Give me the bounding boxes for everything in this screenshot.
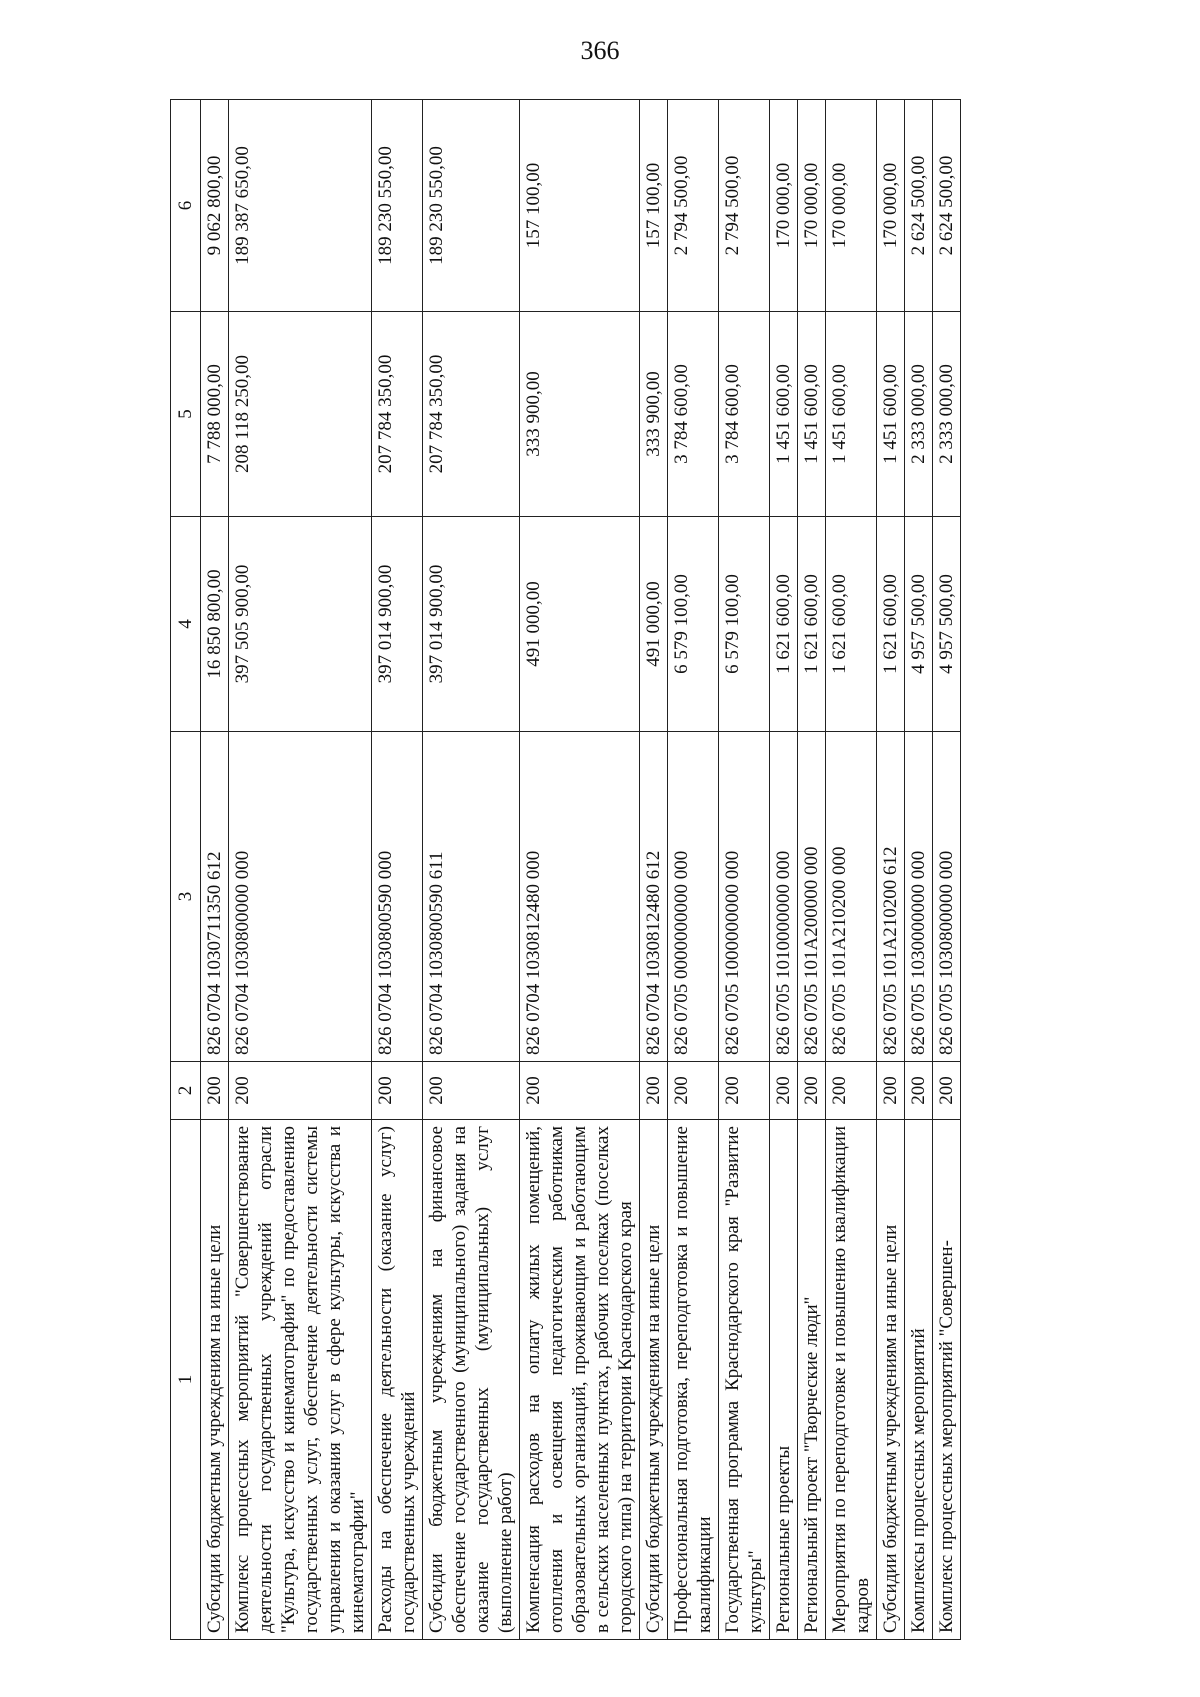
amount-col5-cell: 3 784 600,00: [719, 312, 770, 517]
budget-code-cell: 826 0705 1030000000 000: [905, 732, 933, 1062]
amount-col5-cell: 333 900,00: [640, 312, 668, 517]
description-cell: Субсидии бюджетным учреждениям на иные цели: [877, 1120, 905, 1640]
header-cell: 1: [171, 1120, 201, 1640]
amount-col5-cell: 1 451 600,00: [770, 312, 798, 517]
amount-col5-cell: 2 333 000,00: [933, 312, 961, 517]
table-row: [770, 100, 798, 1640]
table-row: [933, 100, 961, 1640]
budget-code-cell: 826 0704 1030812480 612: [640, 732, 668, 1062]
table-row: [520, 100, 640, 1640]
budget-code-cell: 826 0704 1030800000 000: [229, 732, 372, 1062]
amount-col5-cell: 207 784 350,00: [372, 312, 423, 517]
amount-col5-cell: 1 451 600,00: [798, 312, 826, 517]
column-2-cell: 200: [423, 1062, 520, 1120]
amount-col6-cell: 170 000,00: [770, 100, 798, 312]
amount-col4-cell: 4 957 500,00: [933, 517, 961, 732]
amount-col6-cell: 157 100,00: [520, 100, 640, 312]
table-row: [423, 100, 520, 1640]
budget-table: [170, 99, 961, 1640]
table-row: [719, 100, 770, 1640]
amount-col4-cell: 397 505 900,00: [229, 517, 372, 732]
amount-col6-cell: 2 624 500,00: [905, 100, 933, 312]
description-cell: Компенсация расходов на оплату жилых помещений, отопления и освещения педагогическим работникам образовательных организаций, проживающим и работающим в сельских населенных пунктах, рабочих поселках (поселках городского типа) на территории Краснодарского края: [520, 1120, 640, 1640]
table-row: [372, 100, 423, 1640]
budget-code-cell: 826 0705 101A210200 612: [877, 732, 905, 1062]
budget-code-cell: 826 0705 1000000000 000: [719, 732, 770, 1062]
description-cell: Субсидии бюджетным учреждениям на финансовое обеспечение государственного (муниципального) задания на оказание государственных (муниципальных) услуг (выполнение работ): [423, 1120, 520, 1640]
column-2-cell: 200: [520, 1062, 640, 1120]
column-2-cell: 200: [640, 1062, 668, 1120]
description-cell: Комплекс процессных мероприятий "Совершен-: [933, 1120, 961, 1640]
amount-col5-cell: 1 451 600,00: [877, 312, 905, 517]
amount-col4-cell: 1 621 600,00: [770, 517, 798, 732]
amount-col4-cell: 4 957 500,00: [905, 517, 933, 732]
amount-col6-cell: 189 230 550,00: [372, 100, 423, 312]
table-row: [201, 100, 229, 1640]
budget-code-cell: 826 0705 1010000000 000: [770, 732, 798, 1062]
column-2-cell: 200: [229, 1062, 372, 1120]
description-cell: Расходы на обеспечение деятельности (оказание услуг) государственных учреждений: [372, 1120, 423, 1640]
description-cell: Комплекс процессных мероприятий "Совершенствование деятельности государственных учреждений отрасли "Культура, искусство и кинематография" по предоставлению государственных услуг, обеспечение деятельности системы управления и оказания услуг в сфере культуры, искусства и кинематографии": [229, 1120, 372, 1640]
amount-col4-cell: 491 000,00: [520, 517, 640, 732]
amount-col5-cell: 7 788 000,00: [201, 312, 229, 517]
budget-code-cell: 826 0705 0000000000 000: [668, 732, 719, 1062]
budget-code-cell: 826 0705 1030800000 000: [933, 732, 961, 1062]
column-2-cell: 200: [826, 1062, 877, 1120]
amount-col5-cell: 1 451 600,00: [826, 312, 877, 517]
amount-col4-cell: 397 014 900,00: [372, 517, 423, 732]
amount-col6-cell: 2 794 500,00: [719, 100, 770, 312]
amount-col5-cell: 207 784 350,00: [423, 312, 520, 517]
table-row: [668, 100, 719, 1640]
description-cell: Субсидии бюджетным учреждениям на иные цели: [640, 1120, 668, 1640]
amount-col5-cell: 3 784 600,00: [668, 312, 719, 517]
description-cell: Региональный проект "Творческие люди": [798, 1120, 826, 1640]
table-row: [877, 100, 905, 1640]
budget-code-cell: 826 0704 1030812480 000: [520, 732, 640, 1062]
table-row: [905, 100, 933, 1640]
amount-col5-cell: 333 900,00: [520, 312, 640, 517]
amount-col4-cell: 1 621 600,00: [798, 517, 826, 732]
amount-col4-cell: 491 000,00: [640, 517, 668, 732]
amount-col5-cell: 2 333 000,00: [905, 312, 933, 517]
amount-col6-cell: 2 624 500,00: [933, 100, 961, 312]
budget-code-cell: 826 0704 1030800590 000: [372, 732, 423, 1062]
column-2-cell: 200: [668, 1062, 719, 1120]
amount-col6-cell: 189 230 550,00: [423, 100, 520, 312]
header-row: [171, 100, 201, 1640]
budget-code-cell: 826 0705 101A210200 000: [826, 732, 877, 1062]
amount-col4-cell: 6 579 100,00: [719, 517, 770, 732]
header-cell: 4: [171, 517, 201, 732]
budget-code-cell: 826 0704 1030711350 612: [201, 732, 229, 1062]
description-cell: Комплексы процессных мероприятий: [905, 1120, 933, 1640]
amount-col4-cell: 6 579 100,00: [668, 517, 719, 732]
budget-code-cell: 826 0704 1030800590 611: [423, 732, 520, 1062]
description-cell: Региональные проекты: [770, 1120, 798, 1640]
amount-col4-cell: 1 621 600,00: [877, 517, 905, 732]
header-cell: 2: [171, 1062, 201, 1120]
column-2-cell: 200: [933, 1062, 961, 1120]
amount-col6-cell: 170 000,00: [877, 100, 905, 312]
description-cell: Государственная программа Краснодарского края "Развитие культуры": [719, 1120, 770, 1640]
table-row: [229, 100, 372, 1640]
table-row: [640, 100, 668, 1640]
header-cell: 6: [171, 100, 201, 312]
amount-col4-cell: 397 014 900,00: [423, 517, 520, 732]
table-body: [201, 100, 961, 1640]
amount-col4-cell: 16 850 800,00: [201, 517, 229, 732]
header-cell: 3: [171, 732, 201, 1062]
rotated-table-container: [170, 100, 1130, 1640]
column-2-cell: 200: [719, 1062, 770, 1120]
column-2-cell: 200: [798, 1062, 826, 1120]
amount-col4-cell: 1 621 600,00: [826, 517, 877, 732]
description-cell: Субсидии бюджетным учреждениям на иные цели: [201, 1120, 229, 1640]
amount-col5-cell: 208 118 250,00: [229, 312, 372, 517]
amount-col6-cell: 2 794 500,00: [668, 100, 719, 312]
budget-code-cell: 826 0705 101A200000 000: [798, 732, 826, 1062]
table-row: [826, 100, 877, 1640]
amount-col6-cell: 157 100,00: [640, 100, 668, 312]
amount-col6-cell: 189 387 650,00: [229, 100, 372, 312]
description-cell: Профессиональная подготовка, переподготовка и повышение квалификации: [668, 1120, 719, 1640]
page-number: 366: [580, 36, 620, 65]
header-cell: 5: [171, 312, 201, 517]
column-2-cell: 200: [201, 1062, 229, 1120]
amount-col6-cell: 9 062 800,00: [201, 100, 229, 312]
column-2-cell: 200: [905, 1062, 933, 1120]
column-2-cell: 200: [372, 1062, 423, 1120]
column-2-cell: 200: [770, 1062, 798, 1120]
table-row: [798, 100, 826, 1640]
column-2-cell: 200: [877, 1062, 905, 1120]
amount-col6-cell: 170 000,00: [826, 100, 877, 312]
amount-col6-cell: 170 000,00: [798, 100, 826, 312]
description-cell: Мероприятия по переподготовке и повышению квалификации кадров: [826, 1120, 877, 1640]
